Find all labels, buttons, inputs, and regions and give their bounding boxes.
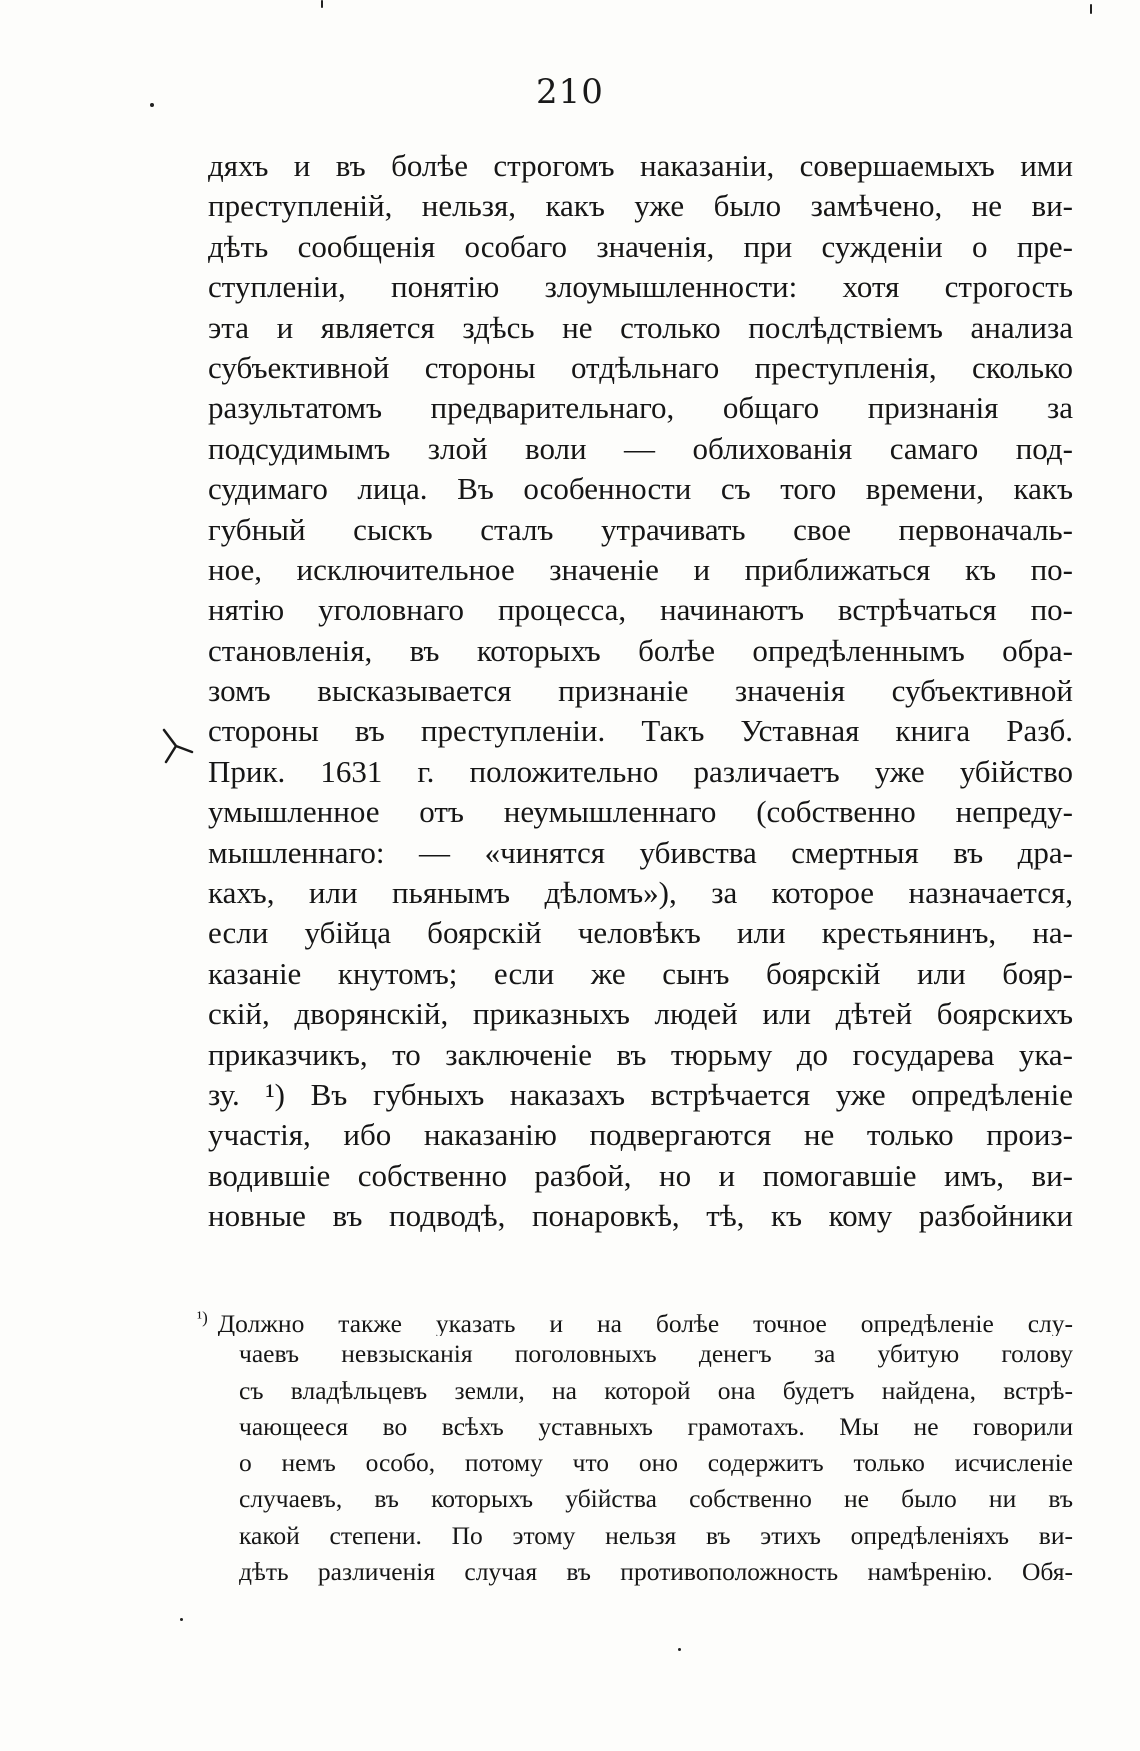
footnote-line: чаевъ невзысканія поголовныхъ денегъ за убитую голову <box>239 1339 1073 1369</box>
text-line: умышленное отъ неумышленнаго (собственно непреду- <box>208 794 1073 830</box>
text-line: дяхъ и въ болѣе строгомъ наказаніи, совершаемыхъ ими <box>208 148 1073 183</box>
text-line: приказчикъ, то заключеніе въ тюрьму до государева ука- <box>208 1036 1073 1072</box>
page-number: 210 <box>536 72 604 112</box>
text-line: если убійца боярскій человѣкъ или крестьянинъ, на- <box>208 915 1073 951</box>
ink-speck <box>678 1648 681 1651</box>
footnote-line-text: Должно также указать и на болѣе точное опредѣленіе слу- <box>217 1309 1073 1337</box>
text-line: водившіе собственно разбой, но и помогавшіе имъ, ви- <box>208 1157 1073 1193</box>
text-line: казаніе кнутомъ; если же сынъ боярскій или бояр- <box>208 955 1073 991</box>
text-line: становленія, въ которыхъ болѣе опредѣленнымъ обра- <box>208 632 1073 668</box>
text-line: ное, исключительное значеніе и приближаться къ по- <box>208 551 1073 587</box>
text-line: ступленіи, понятію злоумышленности: хотя строгость <box>208 269 1073 305</box>
text-line: губный сыскъ сталъ утрачивать свое первоначаль- <box>208 511 1073 547</box>
footnote-line: дѣть различенія случая въ противоположность намѣренію. Обя- <box>239 1557 1073 1587</box>
ink-speck <box>321 0 323 8</box>
text-line: подсудимымъ злой воли — облихованія самаго под- <box>208 430 1073 466</box>
text-line: разультатомъ предварительнаго, общаго признанія за <box>208 390 1073 426</box>
text-line: субъективной стороны отдѣльнаго преступленія, сколько <box>208 349 1073 385</box>
text-line: кахъ, или пьянымъ дѣломъ»), за которое назначается, <box>208 875 1073 911</box>
footnote-line: о немъ особо, потому что оно содержитъ только исчисленіе <box>239 1448 1073 1478</box>
text-line: преступленій, нельзя, какъ уже было замѣчено, не ви- <box>208 188 1073 224</box>
text-line: участія, ибо наказанію подвергаются не только произ- <box>208 1117 1073 1153</box>
text-line: новные въ подводѣ, понаровкѣ, тѣ, къ кому разбойники <box>208 1198 1073 1234</box>
footnote-line: случаевъ, въ которыхъ убійства собственно не было ни въ <box>239 1484 1073 1514</box>
footnote-line <box>197 1300 1073 1336</box>
text-line: мышленнаго: — «чинятся убивства смертныя въ дра- <box>208 834 1073 870</box>
text-line: скій, дворянскій, приказныхъ людей или дѣтей боярскихъ <box>208 996 1073 1032</box>
hand-drawn-check-mark-icon <box>160 726 196 766</box>
text-line: нятію уголовнаго процесса, начинаютъ встрѣчаться по- <box>208 592 1073 628</box>
text-line: зомъ высказывается признаніе значенія субъективной <box>208 673 1073 709</box>
footnote-block <box>197 1300 1073 1590</box>
text-line: стороны въ преступленіи. Такъ Уставная книга Разб. <box>208 713 1073 749</box>
text-line: судимаго лица. Въ особенности съ того времени, какъ <box>208 471 1073 507</box>
text-line: эта и является здѣсь не столько послѣдствіемъ анализа <box>208 309 1073 345</box>
footnote-line: какой степени. По этому нельзя въ этихъ опредѣленіяхъ ви- <box>239 1520 1073 1550</box>
footnote-line: чающееся во всѣхъ уставныхъ грамотахъ. Мы не говорили <box>239 1411 1073 1441</box>
ink-speck <box>1090 4 1092 14</box>
main-text-block <box>208 146 1073 1237</box>
text-line: зу. ¹) Въ губныхъ наказахъ встрѣчается уже опредѣленіе <box>208 1076 1073 1112</box>
text-line: дѣть сообщенія особаго значенія, при сужденіи о пре- <box>208 228 1073 264</box>
footnote-marker: ¹) <box>197 1308 208 1327</box>
footnote-line: съ владѣльцевъ земли, на которой она будетъ найдена, встрѣ- <box>239 1375 1073 1405</box>
text-line: Прик. 1631 г. положительно различаетъ уже убійство <box>208 753 1073 789</box>
ink-speck <box>180 1618 183 1621</box>
